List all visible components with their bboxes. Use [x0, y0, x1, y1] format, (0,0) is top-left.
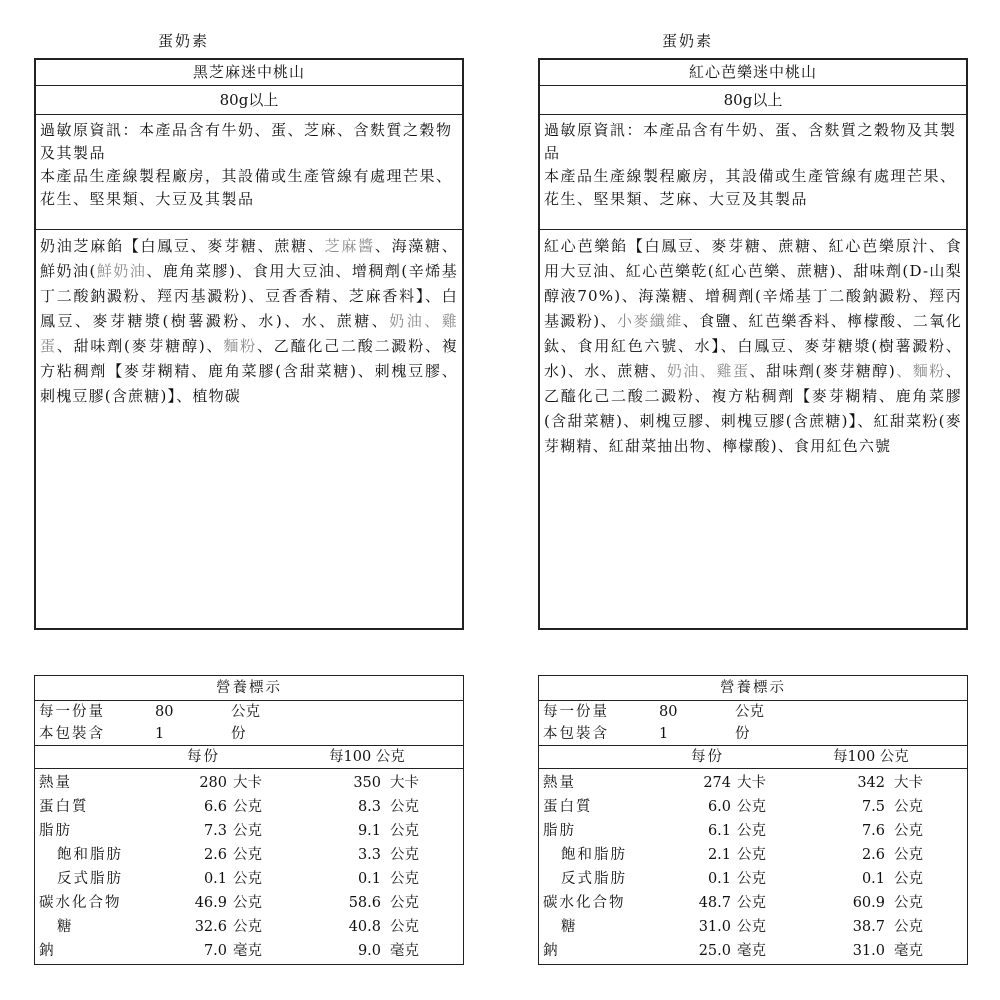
nutrient-name: 蛋白質	[39, 799, 89, 815]
nutrition-row	[35, 915, 463, 939]
nutrient-name: 脂肪	[543, 823, 576, 839]
per-100g-unit: 公克	[390, 919, 419, 935]
nutrition-column-headers	[35, 745, 463, 769]
servings-unit: 份	[231, 726, 246, 742]
per-serving-value: 2.6	[203, 847, 227, 863]
per-100g-unit: 公克	[390, 895, 419, 911]
per-100g-value: 2.6	[861, 847, 885, 863]
per-100g-value: 0.1	[357, 871, 381, 887]
ingredient-highlight: 奶油、雞蛋	[40, 312, 458, 355]
per-serving-unit: 毫克	[233, 943, 262, 959]
nutrient-name: 熱量	[39, 775, 72, 791]
per-100g-value: 0.1	[861, 871, 885, 887]
per-100g-unit: 公克	[390, 847, 419, 863]
per-serving-unit: 公克	[233, 847, 262, 863]
nutrition-row	[35, 891, 463, 915]
per-serving-value: 274	[703, 775, 731, 791]
serving-size-value: 80	[155, 704, 174, 720]
ingredient-text: 、乙醯化己二酸二澱粉、複方粘稠劑【麥芽糊精、鹿角菜膠(含甜菜糖)、刺槐豆膠、刺槐豆膠(含蔗糖)】、植物碳	[40, 337, 459, 405]
per-serving-value: 6.6	[203, 799, 227, 815]
nutrition-row	[539, 819, 967, 843]
per-serving-value: 2.1	[707, 847, 731, 863]
per-100g-value: 60.9	[852, 895, 885, 911]
per-100g-unit: 毫克	[390, 943, 419, 959]
per-100g-unit: 大卡	[894, 775, 923, 791]
per-serving-value: 6.1	[707, 823, 731, 839]
per-serving-header: 每份	[691, 749, 724, 765]
servings-unit: 份	[735, 726, 750, 742]
nutrition-rows	[539, 771, 967, 963]
serving-size-label: 每一份量	[543, 704, 609, 720]
per-serving-value: 7.3	[203, 823, 227, 839]
servings-label: 本包裝含	[39, 726, 105, 742]
serving-size-row	[539, 701, 967, 723]
product-name: 紅心芭樂迷中桃山	[540, 60, 966, 86]
nutrient-name: 反式脂肪	[57, 871, 123, 887]
per-100g-value: 7.5	[861, 799, 885, 815]
ingredient-highlight: 麵粉	[223, 337, 257, 355]
allergen-info: 過敏原資訊：本產品含有牛奶、蛋、芝麻、含麩質之穀物及其製品 本產品生產線製程廠房，其設備或生產管線有處理芒果、花生、堅果類、大豆及其製品	[36, 115, 462, 230]
per-100g-value: 38.7	[852, 919, 885, 935]
nutrition-facts-right	[538, 675, 968, 965]
per-100g-value: 31.0	[852, 943, 885, 959]
serving-size-label: 每一份量	[39, 704, 105, 720]
nutrition-column-headers	[539, 745, 967, 769]
nutrient-name: 飽和脂肪	[561, 847, 627, 863]
per-100g-unit: 大卡	[390, 775, 419, 791]
nutrition-row	[539, 843, 967, 867]
per-100g-unit: 公克	[894, 847, 923, 863]
per-100g-value: 342	[857, 775, 885, 791]
nutrition-row	[35, 795, 463, 819]
per-100g-header: 每100 公克	[833, 749, 909, 765]
servings-value: 1	[659, 726, 669, 742]
per-100g-unit: 公克	[390, 871, 419, 887]
ingredient-text: 、海藻糖、鮮奶油(	[40, 237, 458, 280]
ingredients-list	[36, 230, 462, 409]
per-serving-unit: 公克	[233, 871, 262, 887]
product-label-left	[34, 58, 464, 630]
ingredient-highlight: 小麥纖維	[617, 312, 683, 330]
nutrient-name: 碳水化合物	[543, 895, 626, 911]
ingredient-highlight: 、麵粉	[895, 362, 946, 380]
serving-size-unit: 公克	[231, 704, 260, 720]
per-serving-unit: 公克	[737, 871, 766, 887]
nutrient-name: 反式脂肪	[561, 871, 627, 887]
per-serving-value: 46.9	[194, 895, 227, 911]
product-weight: 80g以上	[540, 86, 966, 115]
per-serving-header: 每份	[187, 749, 220, 765]
nutrient-name: 碳水化合物	[39, 895, 122, 911]
ingredient-highlight: 奶油、雞蛋	[666, 362, 750, 380]
per-100g-unit: 毫克	[894, 943, 923, 959]
nutrition-row	[539, 867, 967, 891]
nutrient-name: 鈉	[543, 943, 560, 959]
nutrition-row	[539, 915, 967, 939]
per-serving-unit: 公克	[233, 823, 262, 839]
nutrient-name: 蛋白質	[543, 799, 593, 815]
servings-per-package-row	[539, 723, 967, 745]
ingredient-text: 、甜味劑(麥芽糖醇)、	[56, 337, 224, 355]
nutrition-row	[35, 843, 463, 867]
per-100g-unit: 公克	[390, 823, 419, 839]
per-serving-value: 25.0	[698, 943, 731, 959]
per-serving-unit: 公克	[233, 919, 262, 935]
per-100g-unit: 公克	[894, 823, 923, 839]
per-100g-value: 7.6	[861, 823, 885, 839]
nutrient-name: 飽和脂肪	[57, 847, 123, 863]
ingredient-highlight: 鮮奶油	[96, 262, 147, 280]
per-100g-value: 350	[353, 775, 381, 791]
per-serving-unit: 大卡	[737, 775, 766, 791]
per-100g-value: 58.6	[348, 895, 381, 911]
allergen-info: 過敏原資訊：本產品含有牛奶、蛋、含麩質之穀物及其製品 本產品生產線製程廠房，其設備或生產管線有處理芒果、花生、堅果類、芝麻、大豆及其製品	[540, 115, 966, 230]
ingredient-highlight: 芝麻醬	[324, 237, 375, 255]
per-serving-unit: 公克	[737, 799, 766, 815]
serving-size-value: 80	[659, 704, 678, 720]
product-label-right	[538, 58, 968, 630]
nutrition-row	[35, 867, 463, 891]
nutrient-name: 脂肪	[39, 823, 72, 839]
per-serving-unit: 公克	[737, 847, 766, 863]
per-serving-value: 0.1	[707, 871, 731, 887]
per-100g-unit: 公克	[894, 895, 923, 911]
per-serving-unit: 公克	[737, 823, 766, 839]
nutrition-title: 營養標示	[539, 676, 967, 701]
serving-size-unit: 公克	[735, 704, 764, 720]
serving-size-row	[35, 701, 463, 723]
nutrition-row	[35, 771, 463, 795]
diet-category-left: 蛋奶素	[158, 32, 210, 50]
per-serving-value: 0.1	[203, 871, 227, 887]
per-100g-value: 9.1	[357, 823, 381, 839]
per-100g-value: 3.3	[357, 847, 381, 863]
per-serving-unit: 公克	[737, 895, 766, 911]
per-100g-unit: 公克	[894, 799, 923, 815]
nutrition-row	[35, 819, 463, 843]
per-100g-unit: 公克	[894, 919, 923, 935]
nutrition-row	[539, 771, 967, 795]
per-100g-header: 每100 公克	[329, 749, 405, 765]
per-100g-unit: 公克	[390, 799, 419, 815]
ingredient-text: 紅心芭樂餡【白鳳豆、麥芽糖、蔗糖、紅心芭樂原汁、食用大豆油、紅心芭樂乾(紅心芭樂、蔗糖)、甜味劑(D-山梨醇液70%)、海藻糖、增稠劑(辛烯基丁二酸鈉澱粉、羥丙基澱粉)、	[544, 237, 962, 330]
per-100g-value: 8.3	[357, 799, 381, 815]
per-serving-value: 280	[199, 775, 227, 791]
ingredient-text: 、食鹽、紅芭樂香料、檸檬酸、二氧化鈦、食用紅色六號、水】、白鳳豆、麥芽糖漿(樹薯澱粉、水)、水、蔗糖、	[544, 312, 962, 380]
per-100g-unit: 公克	[894, 871, 923, 887]
nutrient-name: 糖	[57, 919, 74, 935]
per-serving-value: 32.6	[194, 919, 227, 935]
per-serving-unit: 公克	[233, 799, 262, 815]
product-name: 黑芝麻迷中桃山	[36, 60, 462, 86]
nutrition-rows	[35, 771, 463, 963]
nutrition-row	[35, 939, 463, 963]
nutrition-row	[539, 795, 967, 819]
servings-value: 1	[155, 726, 165, 742]
ingredient-text: 、鹿角菜膠)、食用大豆油、增稠劑(辛烯基丁二酸鈉澱粉、羥丙基澱粉)、豆香香精、芝麻香料】、白鳳豆、麥芽糖漿(樹薯澱粉、水)、水、蔗糖、	[40, 262, 458, 330]
per-100g-value: 9.0	[357, 943, 381, 959]
nutrition-title: 營養標示	[35, 676, 463, 701]
nutrition-row	[539, 891, 967, 915]
per-serving-value: 6.0	[707, 799, 731, 815]
product-weight: 80g以上	[36, 86, 462, 115]
per-serving-unit: 毫克	[737, 943, 766, 959]
nutrient-name: 糖	[561, 919, 578, 935]
nutrition-facts-left	[34, 675, 464, 965]
nutrient-name: 鈉	[39, 943, 56, 959]
nutrient-name: 熱量	[543, 775, 576, 791]
ingredients-list	[540, 230, 966, 459]
servings-label: 本包裝含	[543, 726, 609, 742]
per-serving-value: 7.0	[203, 943, 227, 959]
per-serving-unit: 公克	[233, 895, 262, 911]
nutrition-row	[539, 939, 967, 963]
ingredient-text: 奶油芝麻餡【白鳳豆、麥芽糖、蔗糖、	[40, 237, 325, 255]
ingredient-text: 、乙醯化己二酸二澱粉、複方粘稠劑【麥芽糊精、鹿角菜膠(含甜菜糖)、刺槐豆膠、刺槐豆膠(含蔗糖)】、紅甜菜粉(麥芽糊精、紅甜菜抽出物、檸檬酸)、食用紅色六號	[544, 362, 962, 455]
ingredient-text: 、甜味劑(麥芽糖醇)	[749, 362, 896, 380]
per-serving-value: 48.7	[698, 895, 731, 911]
servings-per-package-row	[35, 723, 463, 745]
per-serving-unit: 大卡	[233, 775, 262, 791]
diet-category-right: 蛋奶素	[662, 32, 714, 50]
per-serving-unit: 公克	[737, 919, 766, 935]
per-serving-value: 31.0	[698, 919, 731, 935]
per-100g-value: 40.8	[348, 919, 381, 935]
